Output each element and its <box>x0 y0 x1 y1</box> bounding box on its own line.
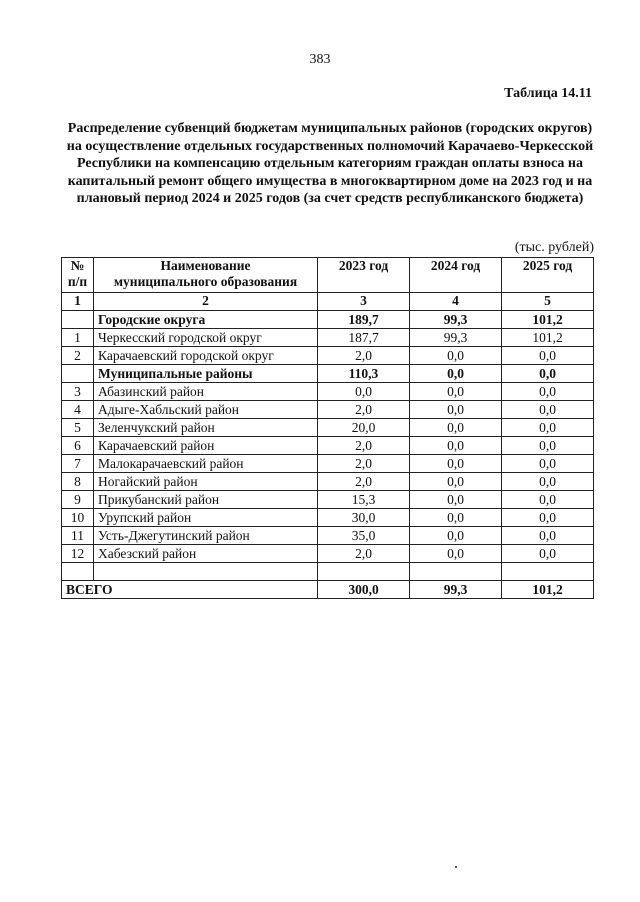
scan-speck <box>455 866 457 868</box>
row-number: 6 <box>62 437 94 455</box>
row-number: 9 <box>62 491 94 509</box>
row-number: 1 <box>62 329 94 347</box>
row-2024: 0,0 <box>410 347 502 365</box>
row-name: Усть-Джегутинский район <box>94 527 318 545</box>
document-title: Распределение субвенций бюджетам муниципальных районов (городских округов) на осуществление отдельных государственных полномочий Карачаево-Черкесской Республики на компенсацию отдельным категориям граждан оплаты взноса на капитальный ремонт общего имущества в многоквартирном доме на 2023 год и на плановый период 2024 и 2025 годов (за счет средств республиканского бюджета) <box>66 121 594 206</box>
row-name: Прикубанский район <box>94 491 318 509</box>
row-2024: 0,0 <box>410 473 502 491</box>
row-name: Карачаевский городской округ <box>94 347 318 365</box>
header-name-line1: Наименование <box>160 258 251 273</box>
table-row <box>62 491 594 509</box>
row-2025: 0,0 <box>502 473 594 491</box>
row-number: 2 <box>62 347 94 365</box>
table-row <box>62 545 594 563</box>
header-2025: 2025 год <box>502 258 594 293</box>
header-2023: 2023 год <box>318 258 410 293</box>
table-row <box>62 437 594 455</box>
row-number <box>62 311 94 329</box>
total-row <box>62 581 594 599</box>
row-number: 8 <box>62 473 94 491</box>
total-label: ВСЕГО <box>62 581 318 599</box>
row-number: 12 <box>62 545 94 563</box>
column-number: 3 <box>318 293 410 311</box>
table-body <box>62 311 594 581</box>
row-2023: 20,0 <box>318 419 410 437</box>
row-name: Малокарачаевский район <box>94 455 318 473</box>
row-2024: 0,0 <box>410 455 502 473</box>
column-number: 1 <box>62 293 94 311</box>
row-2025: 0,0 <box>502 383 594 401</box>
row-2024: 0,0 <box>410 383 502 401</box>
row-name: Муниципальные районы <box>94 365 318 383</box>
row-2024: 99,3 <box>410 329 502 347</box>
total-2024: 99,3 <box>410 581 502 599</box>
row-2023 <box>318 563 410 581</box>
row-2023: 110,3 <box>318 365 410 383</box>
row-number: 3 <box>62 383 94 401</box>
row-2023: 2,0 <box>318 545 410 563</box>
row-2025 <box>502 563 594 581</box>
header-number-line1: № <box>70 258 85 273</box>
row-2023: 2,0 <box>318 437 410 455</box>
row-2024: 0,0 <box>410 365 502 383</box>
table-row <box>62 401 594 419</box>
row-2023: 2,0 <box>318 347 410 365</box>
table-row <box>62 365 594 383</box>
header-number <box>62 258 94 293</box>
row-name: Адыге-Хабльский район <box>94 401 318 419</box>
row-2023: 2,0 <box>318 455 410 473</box>
row-2025: 0,0 <box>502 437 594 455</box>
row-2024: 0,0 <box>410 401 502 419</box>
page-number: 383 <box>309 52 331 67</box>
column-numbers-row <box>62 293 594 311</box>
row-2025: 0,0 <box>502 401 594 419</box>
row-2025: 0,0 <box>502 419 594 437</box>
row-number: 11 <box>62 527 94 545</box>
row-name <box>94 563 318 581</box>
row-2023: 189,7 <box>318 311 410 329</box>
row-2024: 99,3 <box>410 311 502 329</box>
table-row <box>62 329 594 347</box>
total-2025: 101,2 <box>502 581 594 599</box>
row-name: Карачаевский район <box>94 437 318 455</box>
table-row <box>62 473 594 491</box>
subvention-table <box>61 257 594 599</box>
table-row <box>62 509 594 527</box>
table-row <box>62 347 594 365</box>
row-2025: 0,0 <box>502 455 594 473</box>
row-2024: 0,0 <box>410 545 502 563</box>
row-2025: 0,0 <box>502 347 594 365</box>
row-name: Хабезский район <box>94 545 318 563</box>
row-name: Черкесский городской округ <box>94 329 318 347</box>
row-name: Городские округа <box>94 311 318 329</box>
row-2025: 0,0 <box>502 509 594 527</box>
table-row <box>62 383 594 401</box>
row-2025: 0,0 <box>502 527 594 545</box>
row-2024: 0,0 <box>410 437 502 455</box>
row-number <box>62 365 94 383</box>
units-label: (тыс. рублей) <box>514 240 594 255</box>
table-label: Таблица 14.11 <box>504 86 592 101</box>
row-2023: 15,3 <box>318 491 410 509</box>
table-row <box>62 455 594 473</box>
row-2024 <box>410 563 502 581</box>
row-2023: 30,0 <box>318 509 410 527</box>
row-2024: 0,0 <box>410 509 502 527</box>
row-name: Абазинский район <box>94 383 318 401</box>
row-number: 5 <box>62 419 94 437</box>
table-row <box>62 419 594 437</box>
row-2023: 2,0 <box>318 401 410 419</box>
table-header-row <box>62 258 594 293</box>
row-2023: 2,0 <box>318 473 410 491</box>
total-2023: 300,0 <box>318 581 410 599</box>
row-number: 10 <box>62 509 94 527</box>
row-2024: 0,0 <box>410 491 502 509</box>
row-number: 7 <box>62 455 94 473</box>
column-number: 5 <box>502 293 594 311</box>
header-name <box>94 258 318 293</box>
row-number: 4 <box>62 401 94 419</box>
row-2025: 0,0 <box>502 545 594 563</box>
row-2025: 101,2 <box>502 311 594 329</box>
row-2023: 187,7 <box>318 329 410 347</box>
table-row <box>62 311 594 329</box>
row-name: Зеленчукский район <box>94 419 318 437</box>
row-2024: 0,0 <box>410 419 502 437</box>
row-2025: 0,0 <box>502 491 594 509</box>
row-2024: 0,0 <box>410 527 502 545</box>
row-2023: 0,0 <box>318 383 410 401</box>
row-name: Урупский район <box>94 509 318 527</box>
row-number <box>62 563 94 581</box>
column-number: 4 <box>410 293 502 311</box>
header-number-line2: п/п <box>67 274 88 289</box>
header-name-line2: муниципального образования <box>113 274 298 289</box>
row-2023: 35,0 <box>318 527 410 545</box>
header-2024: 2024 год <box>410 258 502 293</box>
row-2025: 101,2 <box>502 329 594 347</box>
table-row <box>62 527 594 545</box>
column-number: 2 <box>94 293 318 311</box>
table-row <box>62 563 594 581</box>
row-2025: 0,0 <box>502 365 594 383</box>
row-name: Ногайский район <box>94 473 318 491</box>
